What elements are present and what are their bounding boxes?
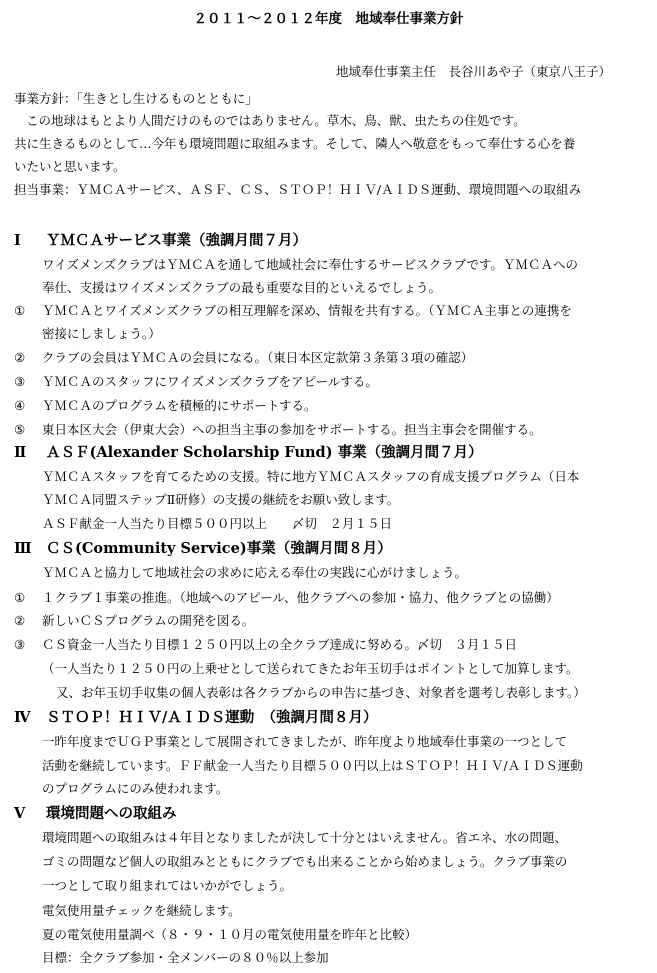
list-item: 東日本区大会（伊東大会）への担当主事の参加をサポートする。担当主事会を開催する。 — [42, 422, 542, 437]
list-marker: ② — [14, 613, 26, 628]
list-marker: ② — [14, 350, 26, 365]
section-5-goal-line: 目標：全クラブ参加・全メンバーの８０％以上参加 — [42, 950, 329, 965]
page-title: ２０１１～２０１２年度 地域奉仕事業方針 — [193, 11, 464, 27]
list-item: ＣＳ資金一人当たり目標１２５０円以上の全クラブ達成に努める。〆切 ３月１５日 — [42, 637, 518, 652]
section-4-paragraph-c: のプログラムにのみ使われます。 — [42, 781, 229, 796]
section-1-paragraph-b: 奉仕、支援はワイズメンズクラブの最も重要な目的といえるでしょう。 — [42, 280, 442, 295]
list-item: 新しいＣＳプログラムの開発を図る。 — [42, 613, 255, 628]
list-item-continuation: 密接にしましょう。） — [42, 326, 161, 341]
section-3-note-1: （一人当たり１２５０円の上乗せとして送られてきたお年玉切手はポイントとして加算します。 — [42, 661, 579, 676]
list-marker: ① — [14, 303, 26, 318]
section-4-paragraph-a: 一昨年度までＵＧＰ事業として展開されてきましたが、昨年度より地域奉仕事業の一つとして — [42, 734, 568, 749]
section-5-check-line: 電気使用量チェックを継続します。 — [42, 903, 241, 918]
section-1-paragraph-a: ワイズメンズクラブはＹＭＣＡを通して地域社会に奉仕するサービスクラブです。ＹＭＣＡへの — [42, 257, 579, 272]
section-5-numeral: Ⅴ — [14, 805, 26, 822]
section-1-numeral: Ⅰ — [14, 232, 21, 249]
list-marker: ③ — [14, 637, 26, 652]
list-marker: ③ — [14, 374, 26, 389]
section-5-paragraph-a: 環境問題への取組みは４年目となりましたが決して十分とはいえません。省エネ、水の問題、 — [42, 830, 568, 845]
section-1-heading: ＹＭＣＡサービス事業（強調月間７月） — [46, 232, 307, 249]
list-item: ＹＭＣＡのスタッフにワイズメンズクラブをアピールする。 — [42, 374, 378, 389]
intro-paragraph-1: この地球はもとより人間だけのものではありません。草木、鳥、獣、虫たちの住処です。 — [26, 113, 526, 128]
section-3-paragraph: ＹＭＣＡと協力して地域社会の求めに応える奉仕の実践に心がけましょう。 — [42, 565, 468, 580]
section-3-heading: ＣＳ(Community Service)事業（強調月間８月） — [46, 540, 392, 557]
section-5-paragraph-b: ゴミの問題など個人の取組みとともにクラブでも出来ることから始めましょう。クラブ事業の — [42, 854, 568, 869]
section-5-paragraph-c: 一つとして取り組まれてはいかがでしょう。 — [42, 878, 293, 893]
section-3-note-2: 又、お年玉切手収集の個人表彰は各クラブからの申告に基づき、対象者を選考し表彰します。） — [56, 685, 586, 700]
intro-paragraph-2a: 共に生きるものとして…今年も環境問題に取組みます。そして、隣人へ敬意をもって奉仕する心を養 — [14, 136, 576, 151]
section-3-numeral: Ⅲ — [14, 540, 32, 557]
section-4-paragraph-b: 活動を継続しています。ＦＦ献金一人当たり目標５００円以上はＳＴＯＰ！ＨＩＶ/ＡＩＤＳ運動 — [42, 758, 583, 773]
section-5-heading: 環境問題への取組み — [46, 805, 177, 822]
list-marker: ⑤ — [14, 422, 26, 437]
section-2-paragraph-b: ＹＭＣＡ同盟ステップⅡ研修）の支援の継続をお願い致します。 — [42, 492, 400, 507]
policy-line: 事業方針：「生きとし生けるものとともに」 — [14, 91, 258, 106]
section-2-target: ＡＳＦ献金一人当たり目標５００円以上 〆切 ２月１５日 — [42, 516, 393, 531]
list-marker: ④ — [14, 398, 26, 413]
section-4-numeral: Ⅳ — [14, 709, 31, 726]
section-5-survey-line: 夏の電気使用量調べ（８・９・１０月の電気使用量を昨年と比較） — [42, 927, 418, 942]
section-2-paragraph-a: ＹＭＣＡスタッフを育てるための支援。特に地方ＹＭＣＡスタッフの育成支援プログラム（日本 — [42, 469, 580, 484]
list-item: クラブの会員はＹＭＣＡの会員になる。（東日本区定款第３条第３項の確認） — [42, 350, 474, 365]
section-4-heading: ＳＴＯＰ！ＨＩＶ/ＡＩＤＳ運動 （強調月間８月） — [46, 709, 378, 726]
author-line: 地域奉仕事業主任 長谷川あや子（東京八王子） — [336, 64, 612, 79]
list-item: ＹＭＣＡのプログラムを積極的にサポートする。 — [42, 398, 317, 413]
section-2-heading: ＡＳＦ(Alexander Scholarship Fund) 事業（強調月間７月） — [46, 444, 483, 461]
scope-line: 担当事業：ＹＭＣＡサービス、ＡＳＦ、ＣＳ、ＳＴＯＰ！ＨＩＶ/ＡＩＤＳ運動、環境問題への取組み — [14, 182, 582, 197]
list-item: １クラブ１事業の推進。（地域へのアピール、他クラブへの参加・協力、他クラブとの協働） — [42, 590, 559, 605]
intro-paragraph-2b: いたいと思います。 — [14, 159, 126, 174]
list-item: ＹＭＣＡとワイズメンズクラブの相互理解を深め、情報を共有する。（ＹＭＣＡ主事との連携を — [42, 303, 572, 318]
section-2-numeral: Ⅱ — [14, 444, 27, 461]
list-marker: ① — [14, 590, 26, 605]
